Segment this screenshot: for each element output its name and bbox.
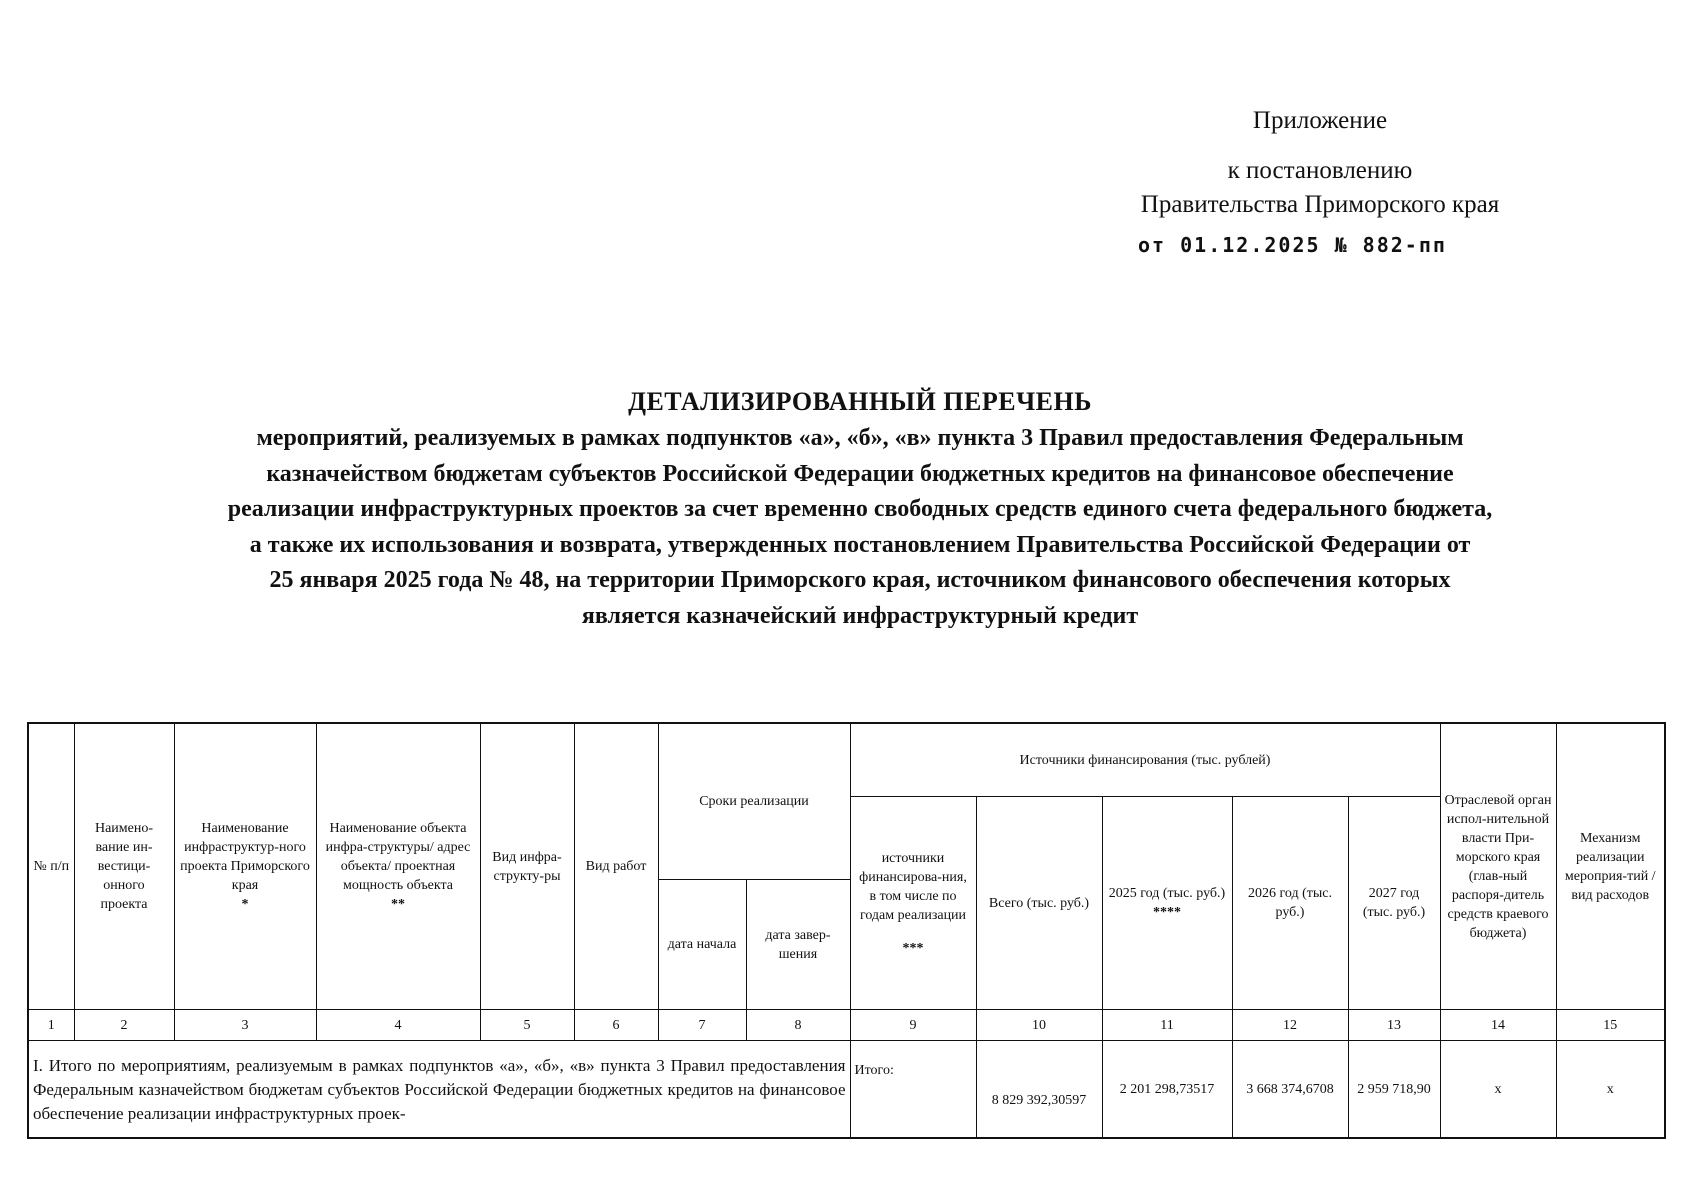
- appendix-label: Приложение: [1252, 107, 1388, 134]
- col-header-infra-project-text: Наименование инфраструктур-ного проекта Приморского края: [180, 821, 310, 893]
- title-line: мероприятий, реализуемых в рамках подпунктов «а», «б», «в» пункта 3 Правил предоставления Федеральным: [256, 425, 1464, 451]
- title-line: 25 января 2025 года № 48, на территории Приморского края, источником финансового обеспечения которых: [269, 567, 1451, 593]
- header-row-1: [28, 723, 1665, 797]
- column-number: 9: [850, 1010, 976, 1041]
- row-2025: 2 201 298,73517: [1102, 1041, 1232, 1139]
- col-header-sources: [850, 797, 976, 1010]
- col-header-infra-type: Вид инфра-структу-ры: [480, 723, 574, 1010]
- column-number: 1: [28, 1010, 74, 1041]
- column-number: 5: [480, 1010, 574, 1041]
- title-line: казначейством бюджетам субъектов Российской Федерации бюджетных кредитов на финансовое обеспечение: [266, 460, 1454, 487]
- col-header-total: Всего (тыс. руб.): [976, 797, 1102, 1010]
- column-number: 7: [658, 1010, 746, 1041]
- col-group-finance: Источники финансирования (тыс. рублей): [850, 723, 1440, 797]
- col-header-organ: Отраслевой орган испол-нительной власти При-морского края (глав-ный распоря-дитель средств краевого бюджета): [1440, 723, 1556, 1010]
- col-header-2026: 2026 год (тыс. руб.): [1232, 797, 1348, 1010]
- col-header-start-date: дата начала: [658, 880, 746, 1010]
- col-header-num: № п/п: [28, 723, 74, 1010]
- column-number: 3: [174, 1010, 316, 1041]
- table-row: [28, 1041, 1665, 1139]
- decree-stamp: от 01.12.2025 № 882-пп: [1138, 233, 1447, 257]
- column-number: 12: [1232, 1010, 1348, 1041]
- appendix-block: [1100, 104, 1540, 262]
- row-organ: x: [1440, 1041, 1556, 1139]
- title-line: а также их использования и возврата, утвержденных постановлением Правительства Российской Федерации от: [249, 531, 1471, 558]
- col-header-sources-text: источники финансирова-ния, в том числе по годам реализации: [859, 850, 967, 923]
- column-number: 6: [574, 1010, 658, 1041]
- col-group-timing: Сроки реализации: [658, 723, 850, 880]
- footnote-mark: ****: [1153, 905, 1181, 920]
- row-total: 8 829 392,30597: [976, 1041, 1102, 1139]
- appendix-line-2: к постановлению: [1227, 157, 1413, 184]
- measures-table: [27, 722, 1666, 1139]
- col-header-2025-text: 2025 год (тыс. руб.): [1108, 886, 1226, 901]
- col-header-2027: 2027 год (тыс. руб.): [1348, 797, 1440, 1010]
- footnote-mark: **: [391, 897, 405, 912]
- column-number: 14: [1440, 1010, 1556, 1041]
- column-number-row: [28, 1010, 1665, 1041]
- title-line: является казначейский инфраструктурный кредит: [581, 602, 1139, 629]
- row-mechanism: x: [1556, 1041, 1665, 1139]
- measures-table-wrapper: [27, 722, 1666, 1139]
- col-header-mechanism: Механизм реализации мероприя-тий /вид расходов: [1556, 723, 1665, 1010]
- title-line: реализации инфраструктурных проектов за счет временно свободных средств единого счета федерального бюджета,: [227, 496, 1493, 522]
- row-source: Итого:: [850, 1041, 976, 1139]
- col-header-object-text: Наименование объекта инфра-структуры/ адрес объекта/ проектная мощность объекта: [325, 821, 471, 893]
- footnote-mark: ***: [902, 940, 924, 956]
- col-header-infra-project: [174, 723, 316, 1010]
- document-title: [60, 384, 1660, 633]
- row-description: I. Итого по мероприятиям, реализуемым в рамках подпунктов «а», «б», «в» пункта 3 Правил предоставления Федеральным казначейством бюджетам субъектов Российской Федерации бюджетных кредитов на финансовое обеспечение реализации инфраструктурных проек-: [28, 1041, 850, 1139]
- title-main: ДЕТАЛИЗИРОВАННЫЙ ПЕРЕЧЕНЬ: [628, 387, 1092, 416]
- col-header-end-date: дата завер-шения: [746, 880, 850, 1010]
- col-header-2025: [1102, 797, 1232, 1010]
- column-number: 11: [1102, 1010, 1232, 1041]
- col-header-investment-project: Наимено-вание ин-вестици-онного проекта: [74, 723, 174, 1010]
- column-number: 8: [746, 1010, 850, 1041]
- column-number: 15: [1556, 1010, 1665, 1041]
- column-number: 2: [74, 1010, 174, 1041]
- appendix-line-3: Правительства Приморского края: [1140, 191, 1500, 218]
- column-number: 10: [976, 1010, 1102, 1041]
- column-number: 4: [316, 1010, 480, 1041]
- col-header-object: [316, 723, 480, 1010]
- footnote-mark: *: [241, 897, 249, 912]
- row-2026: 3 668 374,6708: [1232, 1041, 1348, 1139]
- row-2027: 2 959 718,90: [1348, 1041, 1440, 1139]
- column-number: 13: [1348, 1010, 1440, 1041]
- col-header-work-type: Вид работ: [574, 723, 658, 1010]
